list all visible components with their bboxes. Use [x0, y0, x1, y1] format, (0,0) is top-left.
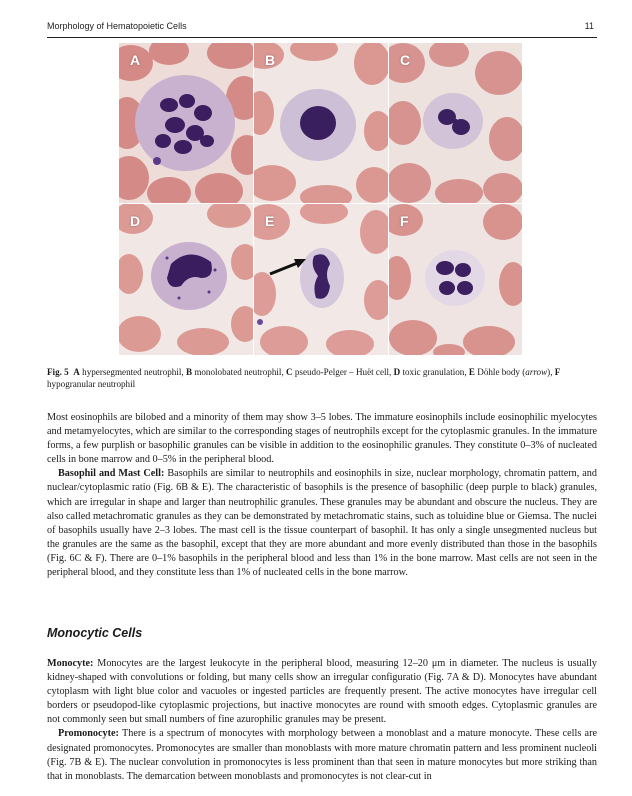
caption-key-e: E: [468, 367, 475, 377]
promonocyte-text: There is a spectrum of monocytes with morphology between a monoblast and a mature monocyte. These cells are designated promonocytes. Promonocytes are smaller than monoblasts with more mature chromatin pattern and less prominent nucleoli (Fig. 7B & E). The nuclear convolution in promonocytes is less prominent than that seen in mature monocytes but more striking than that in monoblasts. The demarcation between monoblasts and promonocytes is not clear-cut in: [47, 728, 597, 782]
caption-key-a: A: [73, 367, 80, 377]
panel-label-e: E: [265, 213, 275, 229]
paragraph-monocyte: [47, 657, 597, 727]
page-number: 11: [584, 21, 594, 31]
caption-after-arrow: ),: [547, 367, 553, 377]
caption-text-a: hypersegmented neutrophil,: [82, 367, 184, 377]
monocyte-lead: Monocyte:: [47, 658, 94, 669]
caption-text-b: monolobated neutrophil,: [194, 367, 284, 377]
paragraph-basophil: [47, 467, 597, 580]
panel-e: [254, 204, 388, 355]
caption-key-d: D: [393, 367, 401, 377]
paragraph-eosinophils: Most eosinophils are bilobed and a minority of them may show 3–5 lobes. The immature eosinophils include eosinophilic myelocytes and metamyelocytes, which are similar to the corresponding stages of neutrophils except for the cytoplasmic granules. In the immature forms, a few purplish or basophilic granules can be visible in addition to the eosinophilic granules. They constitute 0–3% of nucleated cells in bone marrow and 0–5% in the peripheral blood.: [47, 412, 597, 466]
panel-label-d: D: [130, 213, 141, 229]
caption-text-d: toxic granulation,: [402, 367, 467, 377]
caption-text-f: hypogranular neutrophil: [47, 379, 136, 389]
panel-label-c: C: [400, 52, 411, 68]
panel-b: [254, 43, 388, 203]
caption-key-f: F: [554, 367, 561, 377]
body-text-upper: [47, 411, 597, 580]
panel-c: [389, 43, 522, 203]
panel-a: [119, 43, 253, 203]
caption-fig-label: Fig. 5: [47, 367, 69, 377]
panel-d: [119, 204, 253, 355]
promonocyte-lead: Promonocyte:: [58, 728, 119, 740]
figure-caption: [47, 366, 597, 390]
panel-label-f: F: [400, 213, 409, 229]
body-text-lower: [47, 657, 597, 784]
basophil-text: Basophils are similar to neutrophils and eosinophils in size, nuclear morphology, chromatin pattern, and nuclear/cytoplasmic ratio (Fig. 6B & E). The characteristic of basophils is the presence of basophilic (deep purple to black) granules, which are irregular in shape and larger than neutrophilic granules. These granules may be abundant and obscure the nucleus. They are also called metachromatic granules as they can be demonstrated by metachromatic stains, such as toluidine blue or Giemsa. The nuclei of basophils usually have 2–3 lobes. The mast cell is the tissue counterpart of basophil. It has only a single unsegmented nucleus but the granules are the same as the basophil, except that they are more abundant and more evenly distributed than those in the basophils (Fig. 6C & F). There are 0–1% basophils in the peripheral blood and less than 1% in the bone marrow. Mast cells are not seen in the peripheral blood, and they constitute less than 1% of nucleated cells in the bone marrow.: [47, 468, 597, 579]
basophil-lead: Basophil and Mast Cell:: [58, 468, 165, 480]
panel-f: [389, 204, 522, 355]
figure-5: [119, 43, 522, 355]
caption-text-c: pseudo-Pelger – Huët cell,: [294, 367, 392, 377]
caption-text-e: Döhle body (: [477, 367, 526, 377]
section-heading: Monocytic Cells: [47, 626, 143, 640]
caption-key-b: B: [185, 367, 193, 377]
running-head: [47, 21, 597, 35]
panel-label-a: A: [130, 52, 141, 68]
caption-key-c: C: [286, 367, 293, 377]
paragraph-promonocyte: [47, 727, 597, 783]
header-rule: [47, 37, 597, 38]
monocyte-text: Monocytes are the largest leukocyte in the peripheral blood, measuring 12–20 μm in diameter. The nucleus is usually kidney-shaped with convolutions or folding, but many cells show an irregular configuratio (Fig. 7A & D). Monocytes have abundant cytoplasm with light blue color and vacuoles or ingested particles are frequently present. The active monocytes have irregular cell borders or pseudopod-like cytoplasmic projections, but inactive monocytes are round with smooth edges. Cytoplasmic granules are not commonly seen but small numbers of fine azurophilic granules may be present.: [47, 658, 597, 726]
running-head-title: Morphology of Hematopoietic Cells: [47, 21, 187, 31]
panel-label-b: B: [265, 52, 276, 68]
caption-arrow-word: arrow: [525, 367, 548, 377]
